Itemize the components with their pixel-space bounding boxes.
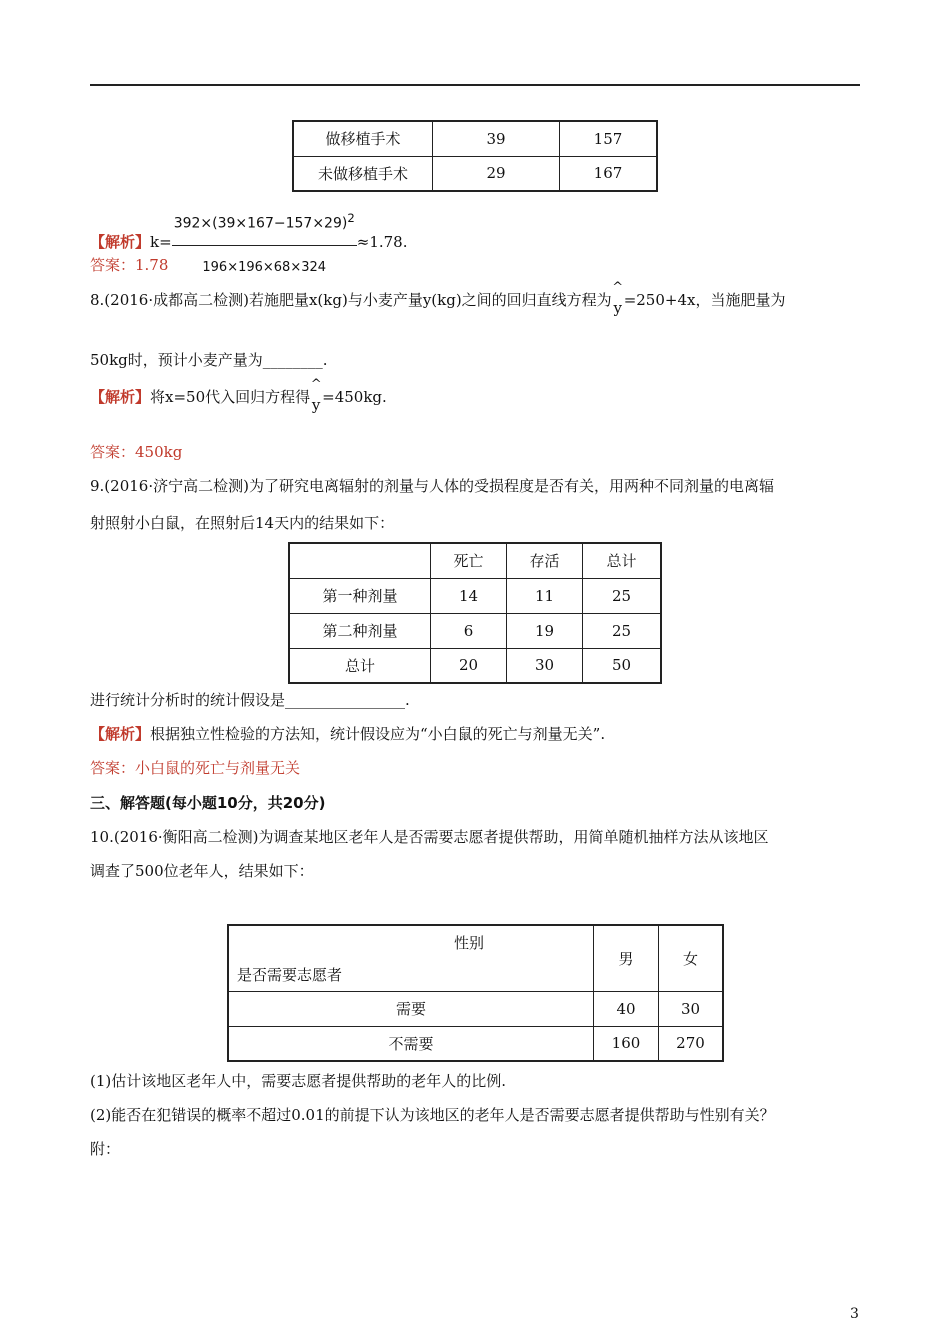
table-row: [228, 925, 723, 991]
q10-part2: (2)能否在犯错误的概率不超过0.01的前提下认为该地区的老年人是否需要志愿者提供帮助与性别有关？: [90, 1106, 775, 1124]
table-cell: 19: [507, 613, 583, 648]
corner-top-label: 性别: [454, 934, 485, 952]
table-cell: 167: [560, 156, 658, 191]
answer-text: 答案：450kg: [90, 443, 183, 461]
q10-line2: 调查了500位老年人，结果如下：: [90, 862, 314, 880]
table-cell: 需要: [228, 991, 594, 1026]
table-header-cell: 女: [659, 925, 724, 991]
table-header-cell: 男: [594, 925, 659, 991]
table-cell: 第一种剂量: [289, 578, 431, 613]
table-cell: 总计: [289, 648, 431, 683]
volunteer-table: [227, 924, 724, 1062]
table-cell: 40: [594, 991, 659, 1026]
table-header-cell: 死亡: [431, 543, 507, 578]
y-hat-symbol: [310, 377, 322, 414]
k-fraction: [172, 198, 357, 288]
k-result: ≈1.78.: [356, 232, 408, 251]
table-cell: 39: [433, 121, 560, 156]
table-cell: 25: [583, 578, 662, 613]
q9-line2: 射照射小白鼠，在照射后14天内的结果如下：: [90, 514, 395, 532]
q10-part3: 附：: [90, 1140, 121, 1158]
solution-label: 【解析】: [90, 388, 151, 406]
table-corner-cell: [228, 925, 594, 991]
fraction-denominator: 196×196×68×324: [202, 259, 327, 275]
table-cell: 14: [431, 578, 507, 613]
table-cell: 25: [583, 613, 662, 648]
section-heading: 三、解答题(每小题10分，共20分): [90, 794, 326, 812]
hat-mark: ^: [612, 280, 624, 295]
q8-stem: [90, 280, 786, 317]
table-cell: [289, 543, 431, 578]
table-cell: 11: [507, 578, 583, 613]
table-cell: 160: [594, 1026, 659, 1061]
dose-table: [288, 542, 662, 684]
table-row: [293, 121, 657, 156]
table-cell: 做移植手术: [293, 121, 433, 156]
table-row: [289, 543, 661, 578]
corner-bottom-label: 是否需要志愿者: [237, 966, 343, 984]
q8-line2: 50kg时，预计小麦产量为________.: [90, 351, 328, 369]
table-cell: 20: [431, 648, 507, 683]
solution-text: 根据独立性检验的方法知，统计假设应为“小白鼠的死亡与剂量无关”.: [150, 725, 606, 743]
hat-variable: y: [311, 396, 321, 414]
solution-text: =450kg.: [322, 388, 387, 406]
table-row: [289, 578, 661, 613]
table-cell: 157: [560, 121, 658, 156]
fraction-exponent: 2: [347, 211, 355, 225]
q9-after: 进行统计分析时的统计假设是________________.: [90, 691, 410, 709]
table-row: [228, 1026, 723, 1061]
table-row: [293, 156, 657, 191]
table-cell: 未做移植手术: [293, 156, 433, 191]
table-header-cell: 总计: [583, 543, 662, 578]
page-number: 3: [850, 1306, 859, 1322]
q9-line1: 9.(2016·济宁高二检测)为了研究电离辐射的剂量与人体的受损程度是否有关，用两种不同剂量的电离辐: [90, 477, 774, 495]
k-prefix: k=: [150, 232, 172, 251]
table-header-cell: 存活: [507, 543, 583, 578]
solution-label: 【解析】: [90, 725, 151, 743]
q10-line1: 10.(2016·衡阳高二检测)为调查某地区老年人是否需要志愿者提供帮助，用简单随机抽样方法从该地区: [90, 828, 769, 846]
q10-part1: (1)估计该地区老年人中，需要志愿者提供帮助的老年人的比例.: [90, 1072, 507, 1090]
table-cell: 270: [659, 1026, 724, 1061]
q8-stem-part: 8.(2016·成都高二检测)若施肥量x(kg)与小麦产量y(kg)之间的回归直线方程为: [90, 291, 612, 309]
answer-text: 答案：1.78: [90, 256, 169, 274]
table-cell: 50: [583, 648, 662, 683]
solution-label: 【解析】: [90, 232, 151, 251]
answer-text: 答案：小白鼠的死亡与剂量无关: [90, 759, 301, 777]
table-row: [289, 648, 661, 683]
table-row: [228, 991, 723, 1026]
y-hat-symbol: [612, 280, 624, 317]
table-cell: 6: [431, 613, 507, 648]
table-cell: 30: [507, 648, 583, 683]
transplant-table: [292, 120, 658, 192]
table-cell: 不需要: [228, 1026, 594, 1061]
fraction-numerator: 392×(39×167−157×29): [173, 215, 348, 232]
q8-solution: [90, 377, 387, 414]
table-cell: 30: [659, 991, 724, 1026]
q9-solution: [90, 723, 605, 745]
table-cell: 第二种剂量: [289, 613, 431, 648]
hat-mark: ^: [310, 377, 322, 392]
table-cell: 29: [433, 156, 560, 191]
q8-stem-part: =250+4x，当施肥量为: [623, 291, 786, 309]
solution-text: 将x=50代入回归方程得: [150, 388, 311, 406]
table-row: [289, 613, 661, 648]
header-rule: [90, 84, 860, 86]
hat-variable: y: [613, 299, 622, 317]
